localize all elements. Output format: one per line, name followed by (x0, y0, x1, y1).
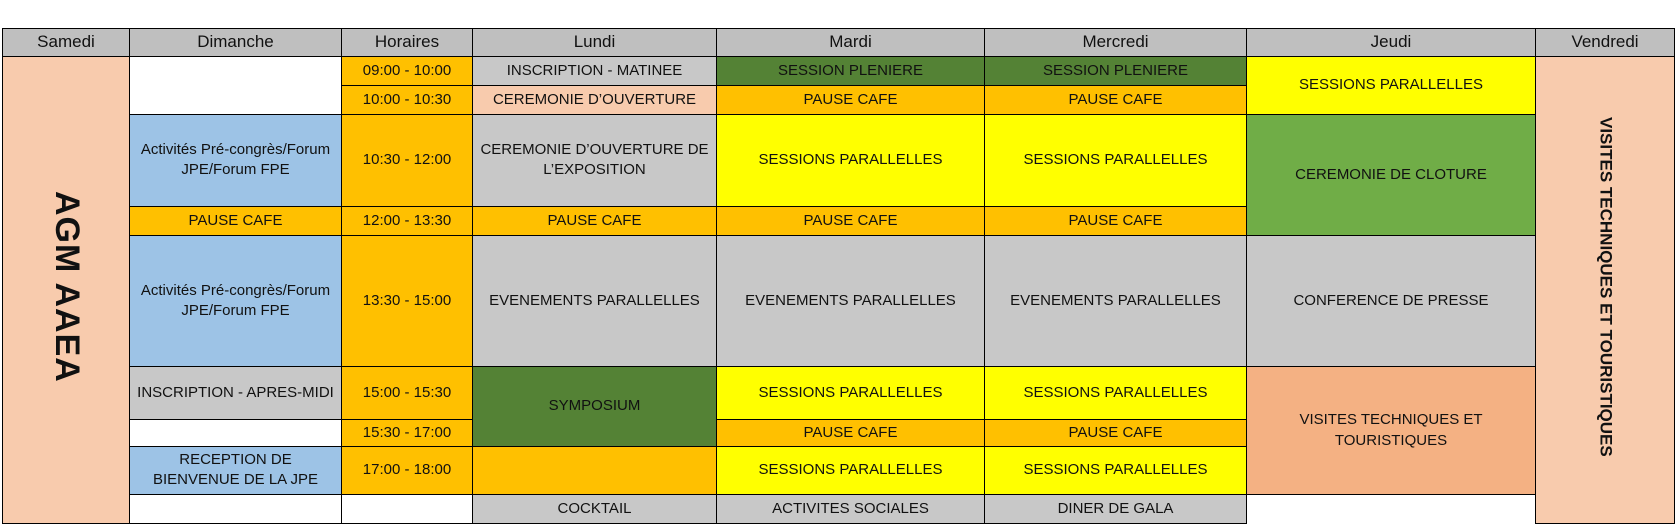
mercredi-sessions-3: SESSIONS PARALLELLES (985, 446, 1247, 495)
lundi-empty-orange (473, 446, 717, 495)
header-samedi: Samedi (3, 29, 130, 57)
row-1030 (3, 114, 1675, 206)
dimanche-empty-2 (130, 420, 342, 446)
dimanche-preconf-2: Activités Pré-congrès/Forum JPE/Forum FPE (130, 235, 342, 366)
mercredi-diner: DINER DE GALA (985, 495, 1247, 524)
mardi-pause-3: PAUSE CAFE (717, 420, 985, 446)
lundi-symposium: SYMPOSIUM (473, 367, 717, 446)
lundi-ceremonie-expo: CEREMONIE D’OUVERTURE DE L’EXPOSITION (473, 114, 717, 206)
mardi-sessions-1: SESSIONS PARALLELLES (717, 114, 985, 206)
schedule-table (2, 28, 1675, 524)
mercredi-sessions-2: SESSIONS PARALLELLES (985, 367, 1247, 420)
vendredi-cell (1536, 56, 1675, 523)
header-lundi: Lundi (473, 29, 717, 57)
lundi-evenements: EVENEMENTS PARALLELLES (473, 235, 717, 366)
time-1030: 10:30 - 12:00 (342, 114, 473, 206)
header-row (3, 29, 1675, 57)
mardi-pause-2: PAUSE CAFE (717, 207, 985, 236)
time-1330: 13:30 - 15:00 (342, 235, 473, 366)
mercredi-pause-1: PAUSE CAFE (985, 86, 1247, 115)
mardi-sessions-2: SESSIONS PARALLELLES (717, 367, 985, 420)
header-vendredi: Vendredi (1536, 29, 1675, 57)
mardi-evenements: EVENEMENTS PARALLELLES (717, 235, 985, 366)
dimanche-preconf-1: Activités Pré-congrès/Forum JPE/Forum FPE (130, 114, 342, 206)
header-horaires: Horaires (342, 29, 473, 57)
lundi-ceremonie: CEREMONIE D’OUVERTURE (473, 86, 717, 115)
dimanche-empty-3 (130, 495, 342, 524)
vendredi-label: VISITES TECHNIQUES ET TOURISTIQUES (1596, 116, 1616, 457)
time-1000: 10:00 - 10:30 (342, 86, 473, 115)
header-jeudi: Jeudi (1247, 29, 1536, 57)
dimanche-reception: RECEPTION DE BIENVENUE DE LA JPE (130, 446, 342, 495)
row-1500a (3, 367, 1675, 393)
time-0900: 09:00 - 10:00 (342, 56, 473, 86)
mercredi-pause-3: PAUSE CAFE (985, 420, 1247, 446)
mardi-sessions-3: SESSIONS PARALLELLES (717, 446, 985, 495)
header-dimanche: Dimanche (130, 29, 342, 57)
lundi-inscription: INSCRIPTION - MATINEE (473, 56, 717, 86)
mercredi-pleniere: SESSION PLENIERE (985, 56, 1247, 86)
jeudi-presse: CONFERENCE DE PRESSE (1247, 235, 1536, 366)
mardi-pause-1: PAUSE CAFE (717, 86, 985, 115)
jeudi-sessions: SESSIONS PARALLELLES (1247, 56, 1536, 114)
mercredi-pause-2: PAUSE CAFE (985, 207, 1247, 236)
mercredi-evenements: EVENEMENTS PARALLELLES (985, 235, 1247, 366)
samedi-cell (3, 56, 130, 523)
time-1530: 15:30 - 17:00 (342, 420, 473, 446)
row-evening (3, 495, 1675, 524)
lundi-pause: PAUSE CAFE (473, 207, 717, 236)
header-mercredi: Mercredi (985, 29, 1247, 57)
time-empty (342, 495, 473, 524)
row-0900 (3, 56, 1675, 86)
row-1330 (3, 235, 1675, 366)
header-mardi: Mardi (717, 29, 985, 57)
mardi-pleniere: SESSION PLENIERE (717, 56, 985, 86)
mercredi-sessions-1: SESSIONS PARALLELLES (985, 114, 1247, 206)
samedi-label: AGM AAEA (47, 190, 86, 383)
jeudi-cloture: CEREMONIE DE CLOTURE (1247, 114, 1536, 235)
jeudi-visites: VISITES TECHNIQUES ET TOURISTIQUES (1247, 367, 1536, 495)
time-1700: 17:00 - 18:00 (342, 446, 473, 495)
dimanche-inscription: INSCRIPTION - APRES-MIDI (130, 367, 342, 420)
mardi-sociales: ACTIVITES SOCIALES (717, 495, 985, 524)
dimanche-empty-1 (130, 56, 342, 114)
dimanche-pause: PAUSE CAFE (130, 207, 342, 236)
time-1500: 15:00 - 15:30 (342, 367, 473, 420)
lundi-cocktail: COCKTAIL (473, 495, 717, 524)
time-1200: 12:00 - 13:30 (342, 207, 473, 236)
